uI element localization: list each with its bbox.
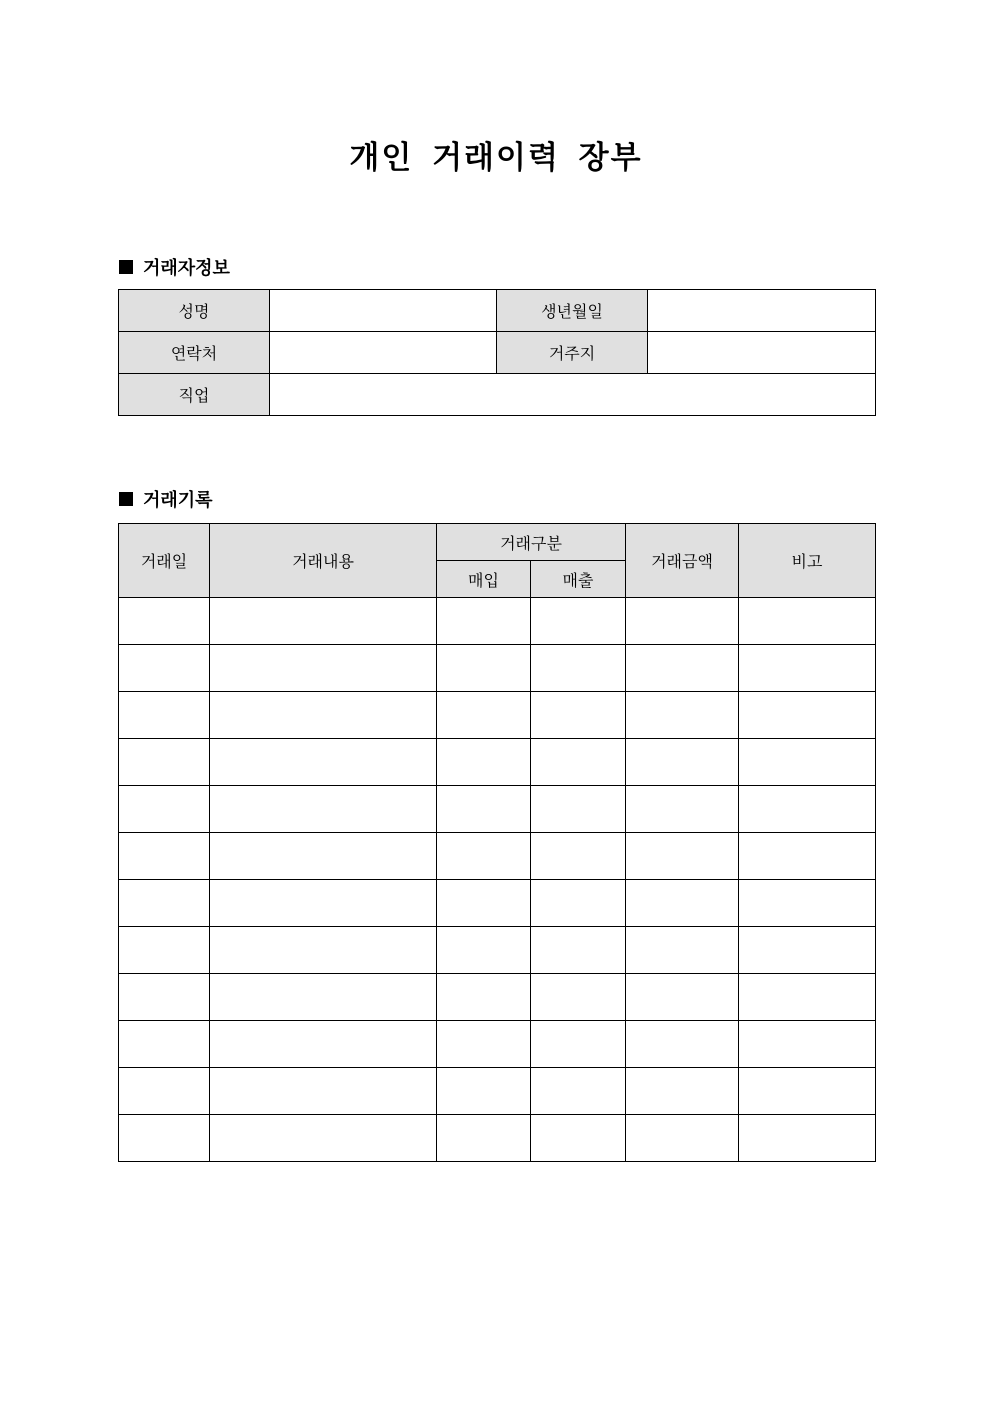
- birthdate-field[interactable]: [648, 290, 876, 332]
- amount-cell[interactable]: [626, 974, 739, 1021]
- purchase-cell[interactable]: [437, 1115, 531, 1162]
- table-row: [119, 692, 876, 739]
- description-cell[interactable]: [210, 598, 437, 645]
- amount-cell[interactable]: [626, 598, 739, 645]
- records-heading-text: 거래기록: [143, 490, 213, 511]
- col-header-description: 거래내용: [210, 524, 437, 598]
- col-header-amount: 거래금액: [626, 524, 739, 598]
- birthdate-label: 생년월일: [497, 290, 648, 332]
- description-cell[interactable]: [210, 645, 437, 692]
- sales-cell[interactable]: [531, 692, 626, 739]
- records-table: [118, 523, 876, 1162]
- note-cell[interactable]: [739, 1068, 876, 1115]
- table-row: [119, 880, 876, 927]
- date-cell[interactable]: [119, 833, 210, 880]
- description-cell[interactable]: [210, 833, 437, 880]
- description-cell[interactable]: [210, 692, 437, 739]
- note-cell[interactable]: [739, 1115, 876, 1162]
- amount-cell[interactable]: [626, 692, 739, 739]
- col-header-category: 거래구분: [437, 524, 626, 561]
- note-cell[interactable]: [739, 833, 876, 880]
- date-cell[interactable]: [119, 974, 210, 1021]
- party-info-heading: [119, 254, 230, 280]
- col-header-date: 거래일: [119, 524, 210, 598]
- occupation-label: 직업: [119, 374, 270, 416]
- date-cell[interactable]: [119, 645, 210, 692]
- date-cell[interactable]: [119, 1021, 210, 1068]
- date-cell[interactable]: [119, 1068, 210, 1115]
- description-cell[interactable]: [210, 880, 437, 927]
- table-row: [119, 598, 876, 645]
- amount-cell[interactable]: [626, 1021, 739, 1068]
- note-cell[interactable]: [739, 974, 876, 1021]
- purchase-cell[interactable]: [437, 880, 531, 927]
- col-header-sales: 매출: [531, 561, 626, 598]
- date-cell[interactable]: [119, 598, 210, 645]
- purchase-cell[interactable]: [437, 1021, 531, 1068]
- purchase-cell[interactable]: [437, 927, 531, 974]
- date-cell[interactable]: [119, 786, 210, 833]
- purchase-cell[interactable]: [437, 645, 531, 692]
- table-row: [119, 1068, 876, 1115]
- purchase-cell[interactable]: [437, 692, 531, 739]
- amount-cell[interactable]: [626, 645, 739, 692]
- table-row: [119, 833, 876, 880]
- party-info-table: [118, 289, 876, 416]
- name-field[interactable]: [270, 290, 497, 332]
- note-cell[interactable]: [739, 927, 876, 974]
- sales-cell[interactable]: [531, 880, 626, 927]
- sales-cell[interactable]: [531, 1115, 626, 1162]
- table-row: [119, 739, 876, 786]
- col-header-note: 비고: [739, 524, 876, 598]
- amount-cell[interactable]: [626, 739, 739, 786]
- description-cell[interactable]: [210, 1068, 437, 1115]
- date-cell[interactable]: [119, 927, 210, 974]
- sales-cell[interactable]: [531, 1021, 626, 1068]
- date-cell[interactable]: [119, 1115, 210, 1162]
- description-cell[interactable]: [210, 974, 437, 1021]
- amount-cell[interactable]: [626, 786, 739, 833]
- name-label: 성명: [119, 290, 270, 332]
- square-bullet-icon: [119, 260, 133, 274]
- contact-field[interactable]: [270, 332, 497, 374]
- table-row: [119, 786, 876, 833]
- purchase-cell[interactable]: [437, 974, 531, 1021]
- description-cell[interactable]: [210, 1115, 437, 1162]
- purchase-cell[interactable]: [437, 739, 531, 786]
- amount-cell[interactable]: [626, 927, 739, 974]
- note-cell[interactable]: [739, 1021, 876, 1068]
- sales-cell[interactable]: [531, 974, 626, 1021]
- table-row: [119, 645, 876, 692]
- contact-label: 연락처: [119, 332, 270, 374]
- date-cell[interactable]: [119, 880, 210, 927]
- sales-cell[interactable]: [531, 786, 626, 833]
- date-cell[interactable]: [119, 739, 210, 786]
- occupation-field[interactable]: [270, 374, 876, 416]
- note-cell[interactable]: [739, 598, 876, 645]
- description-cell[interactable]: [210, 786, 437, 833]
- note-cell[interactable]: [739, 739, 876, 786]
- purchase-cell[interactable]: [437, 833, 531, 880]
- square-bullet-icon: [119, 492, 133, 506]
- sales-cell[interactable]: [531, 645, 626, 692]
- note-cell[interactable]: [739, 880, 876, 927]
- table-row: [119, 1021, 876, 1068]
- col-header-purchase: 매입: [437, 561, 531, 598]
- description-cell[interactable]: [210, 739, 437, 786]
- residence-field[interactable]: [648, 332, 876, 374]
- sales-cell[interactable]: [531, 833, 626, 880]
- table-row: [119, 1115, 876, 1162]
- amount-cell[interactable]: [626, 1068, 739, 1115]
- purchase-cell[interactable]: [437, 1068, 531, 1115]
- amount-cell[interactable]: [626, 833, 739, 880]
- purchase-cell[interactable]: [437, 598, 531, 645]
- note-cell[interactable]: [739, 692, 876, 739]
- sales-cell[interactable]: [531, 598, 626, 645]
- sales-cell[interactable]: [531, 927, 626, 974]
- sales-cell[interactable]: [531, 1068, 626, 1115]
- note-cell[interactable]: [739, 786, 876, 833]
- page-title: 개인 거래이력 장부: [349, 140, 643, 176]
- table-row: [119, 974, 876, 1021]
- party-info-heading-text: 거래자정보: [143, 258, 230, 279]
- records-heading: [119, 486, 213, 512]
- residence-label: 거주지: [497, 332, 648, 374]
- description-cell[interactable]: [210, 1021, 437, 1068]
- sales-cell[interactable]: [531, 739, 626, 786]
- table-row: [119, 927, 876, 974]
- amount-cell[interactable]: [626, 1115, 739, 1162]
- note-cell[interactable]: [739, 645, 876, 692]
- amount-cell[interactable]: [626, 880, 739, 927]
- date-cell[interactable]: [119, 692, 210, 739]
- purchase-cell[interactable]: [437, 786, 531, 833]
- description-cell[interactable]: [210, 927, 437, 974]
